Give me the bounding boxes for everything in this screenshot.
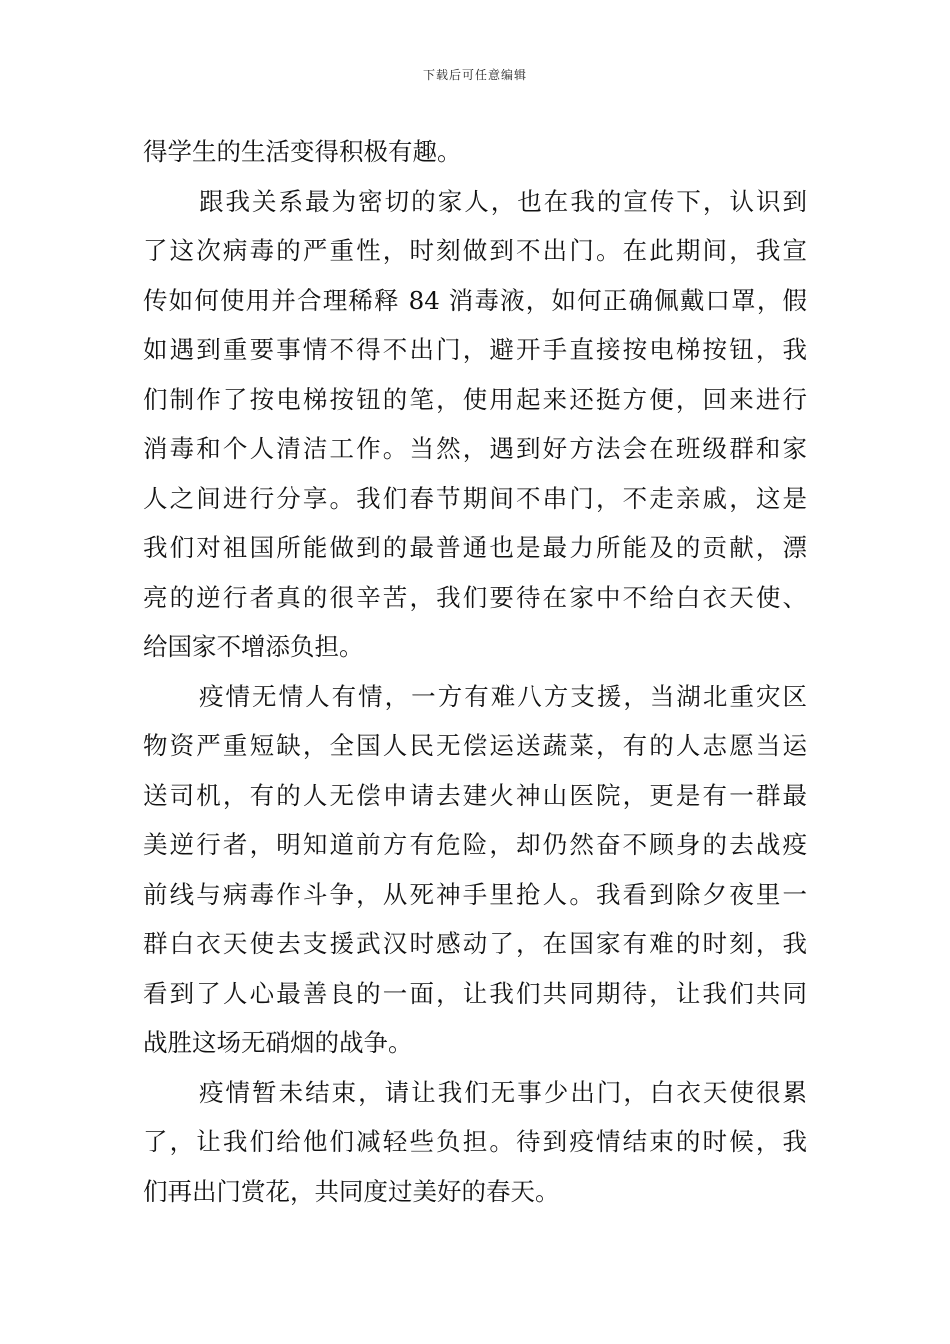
text-line: 看到了人心最善良的一面，让我们共同期待，让我们共同 (143, 978, 807, 1008)
paragraph-start-line: 疫情无情人有情，一方有难八方支援，当湖北重灾区 (199, 681, 807, 711)
text-line: 给国家不增添负担。 (143, 632, 364, 661)
paragraph-start-line: 跟我关系最为密切的家人，也在我的宣传下，认识到 (199, 186, 807, 216)
text-line: 传如何使用并合理稀释 84 消毒液，如何正确佩戴口罩，假 (143, 285, 807, 315)
paragraph-start-line: 疫情暂未结束，请让我们无事少出门，白衣天使很累 (199, 1077, 807, 1107)
text-line: 亮的逆行者真的很辛苦，我们要待在家中不给白衣天使、 (143, 582, 807, 612)
text-line: 消毒和个人清洁工作。当然，遇到好方法会在班级群和家 (143, 434, 807, 463)
text-line: 们再出门赏花，共同度过美好的春天。 (143, 1176, 560, 1206)
text-line: 们制作了按电梯按钮的笔，使用起来还挺方便，回来进行 (143, 384, 807, 414)
text-line: 美逆行者，明知道前方有危险，却仍然奋不顾身的去战疫 (143, 830, 807, 859)
text-line: 战胜这场无硝烟的战争。 (143, 1028, 413, 1057)
text-line: 送司机，有的人无偿申请去建火神山医院，更是有一群最 (143, 780, 807, 810)
text-line: 如遇到重要事情不得不出门，避开手直接按电梯按钮，我 (143, 335, 807, 364)
text-line: 人之间进行分享。我们春节期间不串门，不走亲戚，这是 (143, 483, 807, 513)
page-header-note: 下载后可任意编辑 (422, 68, 527, 82)
text-line: 了这次病毒的严重性，时刻做到不出门。在此期间，我宣 (143, 236, 807, 265)
document-body (143, 127, 807, 1216)
text-line: 群白衣天使去支援武汉时感动了，在国家有难的时刻，我 (143, 929, 807, 958)
text-line: 得学生的生活变得积极有趣。 (143, 137, 462, 166)
text-line: 我们对祖国所能做到的最普通也是最力所能及的贡献，漂 (143, 533, 807, 562)
text-line: 了，让我们给他们减轻些负担。待到疫情结束的时候，我 (143, 1127, 807, 1156)
text-line: 物资严重短缺，全国人民无偿运送蔬菜，有的人志愿当运 (143, 731, 807, 760)
text-line: 前线与病毒作斗争，从死神手里抢人。我看到除夕夜里一 (143, 879, 807, 909)
